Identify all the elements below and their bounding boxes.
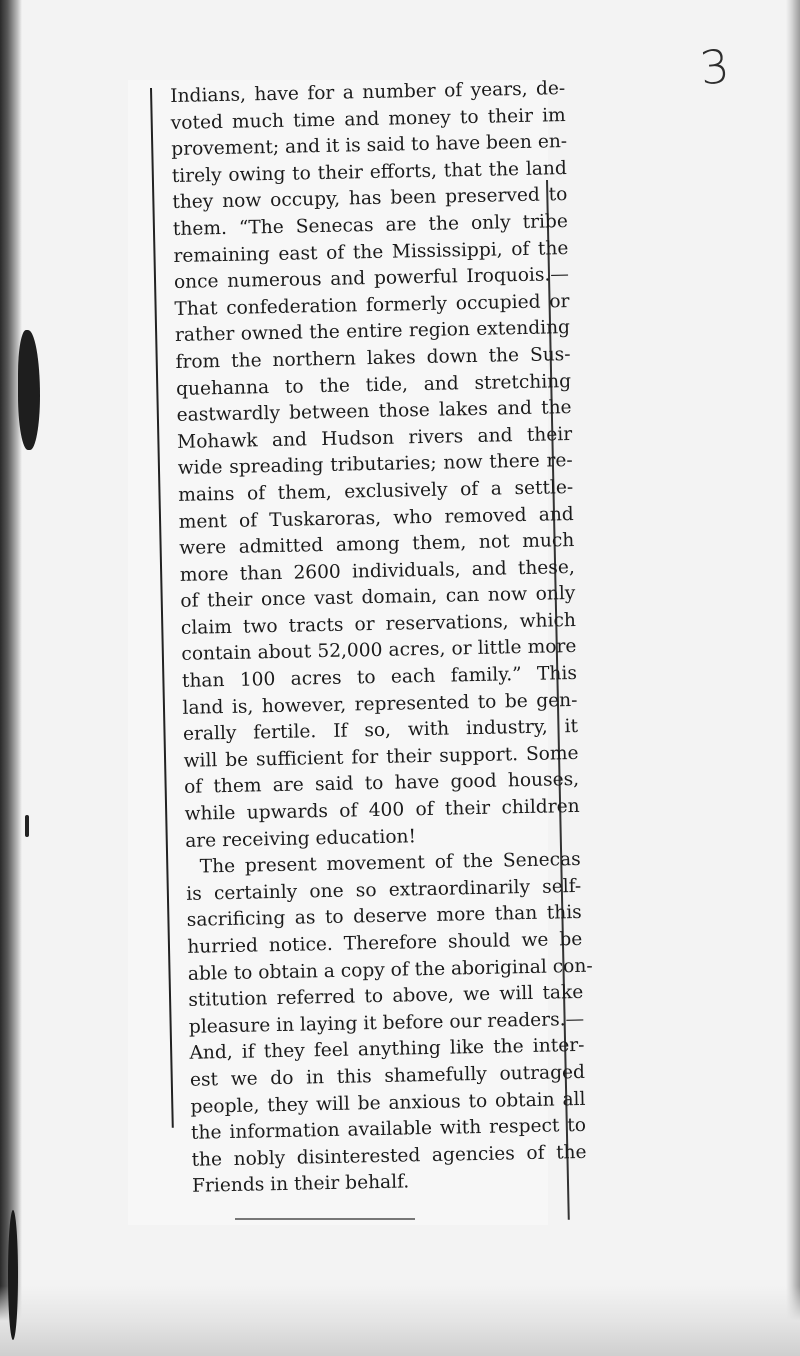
text-line: Friends in their behalf. — [191, 1171, 410, 1198]
clipping-end-rule — [235, 1218, 415, 1220]
page-edge-shadow-right — [786, 0, 800, 1356]
text-line: is certainly one so extraordinarily self- — [186, 875, 582, 905]
text-line: est we do in this shamefully outraged — [189, 1061, 586, 1091]
text-line: rather owned the entire region extending — [174, 317, 571, 347]
text-line: pleasure in laying it before our readers.— — [188, 1008, 585, 1038]
pencil-mark — [25, 815, 29, 837]
text-line: sacrificing as to deserve more than this — [186, 902, 582, 932]
page-number: 3 — [697, 38, 733, 96]
page-bottom-grain — [0, 1286, 800, 1356]
text-line: the nobly disinterested agencies of the — [191, 1141, 587, 1171]
text-line: more than 2600 individuals, and these, — [179, 556, 575, 586]
text-line: were admitted among them, not much — [179, 530, 575, 559]
text-line: voted much time and money to their im — [170, 104, 566, 134]
text-line: contain about 52,000 acres, or little more — [181, 636, 577, 666]
text-line: mains of them, exclusively of a settle- — [178, 476, 574, 506]
text-line: once numerous and powerful Iroquois.— — [173, 264, 570, 294]
text-line: ment of Tuskaroras, who removed and — [178, 503, 574, 533]
page-edge-shadow-left — [0, 0, 22, 1356]
text-line: the information available with respect to — [190, 1115, 587, 1144]
text-line: tirely owing to their efforts, that the land — [171, 157, 567, 187]
text-line: than 100 acres to each family.” This — [181, 663, 578, 692]
ink-stain — [18, 330, 40, 450]
text-line: while upwards of 400 of their children — [184, 795, 580, 825]
text-line: land is, however, represented to be gen- — [182, 689, 578, 719]
text-line: quehanna to the tide, and stretching — [175, 370, 572, 400]
text-line: will be sufficient for their support. Some — [183, 742, 579, 772]
text-line: That confederation formerly occupied or — [174, 290, 570, 320]
text-line: are receiving education! — [184, 825, 417, 852]
ink-stain — [8, 1210, 18, 1340]
text-line: eastwardly between those lakes and the — [176, 397, 572, 427]
text-line: remaining east of the Mississippi, of the — [173, 237, 569, 267]
text-line: them. “The Senecas are the only tribe — [172, 211, 569, 240]
text-line: able to obtain a copy of the aboriginal con- — [187, 955, 593, 985]
text-line: And, if they feel anything like the inter- — [189, 1035, 585, 1065]
text-line: stitution referred to above, we will take — [188, 982, 584, 1012]
text-line: of them are said to have good houses, — [183, 769, 580, 799]
text-line: Indians, have for a number of years, de- — [170, 78, 566, 107]
text-line: The present movement of the Senecas — [199, 849, 581, 878]
text-line: erally fertile. If so, with industry, it — [182, 716, 579, 746]
text-line: from the northern lakes down the Sus- — [175, 343, 571, 373]
text-line: claim two tracts or reservations, which — [180, 609, 577, 639]
text-line: of their once vast domain, can now only — [180, 583, 576, 613]
text-line: Mohawk and Hudson rivers and their — [176, 423, 573, 453]
text-line: wide spreading tributaries; now there re- — [177, 450, 573, 480]
article-column — [170, 76, 593, 1201]
text-line: hurried notice. Therefore should we be — [187, 928, 583, 958]
text-line: provement; and it is said to have been en- — [171, 131, 568, 161]
text-line: they now occupy, has been preserved to — [172, 184, 568, 214]
text-line: people, they will be anxious to obtain all — [190, 1088, 586, 1118]
